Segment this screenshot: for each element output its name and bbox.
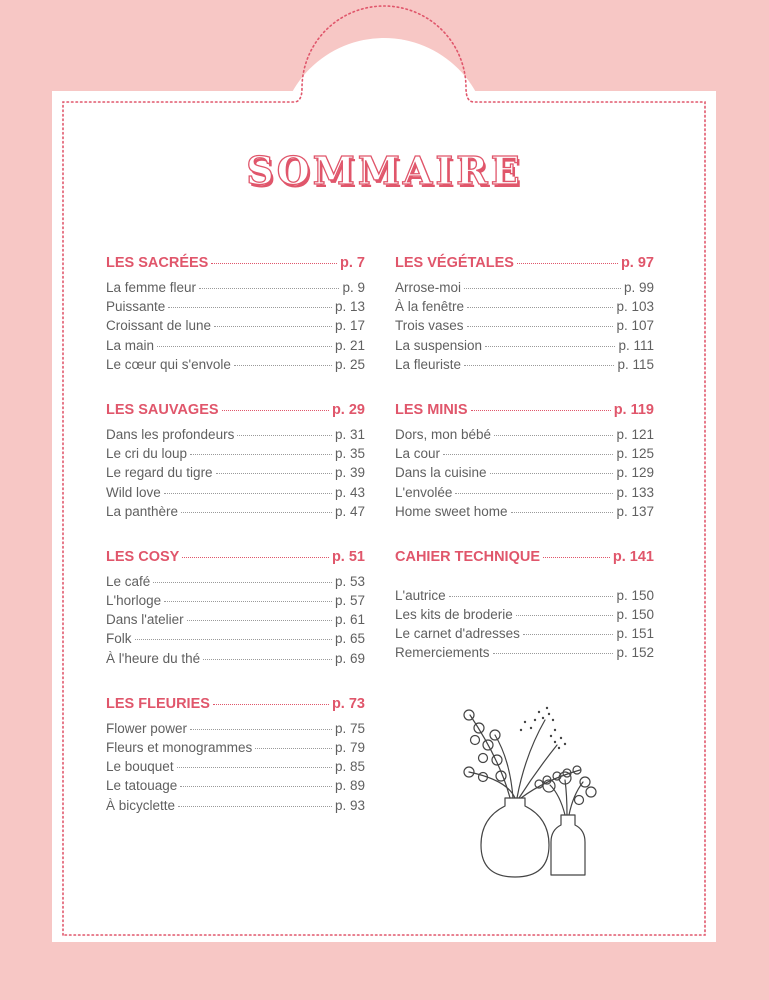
toc-entry[interactable]: [106, 776, 365, 795]
toc-column-left: [106, 252, 365, 840]
toc-entry-page: p. 69: [334, 650, 365, 666]
toc-entry[interactable]: [106, 278, 365, 297]
toc-entry[interactable]: [395, 605, 654, 624]
toc-entry[interactable]: [106, 297, 365, 316]
toc-entry-label: Le tatouage: [106, 778, 178, 794]
toc-section: [395, 399, 654, 521]
toc-entry[interactable]: [106, 336, 365, 355]
toc-entry-label: Dans l'atelier: [106, 612, 184, 628]
dot-leader: [213, 704, 329, 705]
toc-entry-label: La panthère: [106, 503, 179, 519]
toc-entry-page: p. 39: [334, 465, 365, 481]
toc-entry[interactable]: [395, 643, 654, 662]
dot-leader: [467, 307, 613, 308]
toc-entry-page: p. 111: [618, 337, 654, 353]
toc-entry-label: L'autrice: [395, 587, 446, 603]
toc-entry-label: La femme fleur: [106, 280, 197, 295]
toc-entry-label: Les kits de broderie: [395, 607, 513, 623]
toc-entry-page: p. 137: [616, 503, 654, 519]
toc-entry[interactable]: [395, 444, 654, 463]
toc-entry-label: Wild love: [106, 484, 161, 500]
toc-heading-label: LES MINIS: [395, 401, 468, 418]
toc-entry-page: p. 25: [334, 356, 365, 372]
toc-entry[interactable]: [395, 278, 654, 297]
dot-leader: [523, 634, 614, 635]
toc-entry[interactable]: [106, 738, 365, 757]
dot-leader: [511, 512, 614, 513]
dot-leader: [157, 346, 332, 347]
toc-entry-label: La main: [106, 337, 155, 353]
toc-entry-label: Arrose-moi: [395, 280, 462, 295]
toc-entry[interactable]: [395, 425, 654, 444]
page-title: SOMMAIRE: [246, 148, 523, 193]
dot-leader: [493, 653, 614, 654]
toc-entry-page: p. 103: [616, 299, 654, 315]
toc-entry-label: Puissante: [106, 299, 166, 315]
dot-leader: [164, 601, 332, 602]
toc-entry-page: p. 65: [334, 631, 365, 647]
dot-leader: [443, 454, 613, 455]
toc-entry-label: Fleurs et monogrammes: [106, 740, 253, 755]
toc-entry-page: p. 150: [616, 587, 654, 603]
dot-leader: [234, 365, 332, 366]
toc-heading-label: LES SACRÉES: [106, 255, 209, 271]
toc-entry-label: Le cœur qui s'envole: [106, 356, 231, 372]
toc-section: [395, 252, 654, 374]
dot-leader: [255, 748, 332, 749]
toc-heading-label: LES SAUVAGES: [106, 401, 219, 418]
dot-leader: [168, 307, 332, 308]
dot-leader: [485, 346, 615, 347]
toc-entry[interactable]: [395, 463, 654, 482]
toc-entry-page: p. 13: [334, 299, 365, 315]
toc-heading-label: LES FLEURIES: [106, 695, 210, 712]
toc-heading-label: LES VÉGÉTALES: [395, 255, 514, 271]
toc-entry-page: p. 133: [616, 484, 654, 500]
toc-heading-page: p. 51: [331, 548, 365, 565]
toc-section: [106, 546, 365, 668]
toc-entry-page: p. 85: [334, 759, 365, 775]
toc-entry-page: p. 89: [334, 778, 365, 794]
toc-entry-label: Croissant de lune: [106, 318, 212, 334]
toc-entry-page: p. 99: [623, 280, 654, 295]
toc-entry-page: p. 152: [616, 645, 654, 661]
toc-entry[interactable]: [395, 297, 654, 316]
toc-entry[interactable]: [106, 483, 365, 502]
dot-leader: [471, 410, 611, 411]
toc-section-heading[interactable]: [106, 693, 365, 715]
dot-leader: [177, 767, 332, 768]
toc-entry-page: p. 93: [334, 797, 365, 813]
toc-entry-label: Le cri du loup: [106, 446, 188, 462]
toc-entry-page: p. 115: [617, 356, 654, 372]
toc-entry[interactable]: [106, 572, 365, 591]
toc-heading-page: p. 141: [612, 548, 654, 565]
toc-entry-page: p. 125: [616, 446, 654, 462]
toc-entry-page: p. 43: [334, 484, 365, 500]
dot-leader: [449, 596, 614, 597]
toc-entry[interactable]: [106, 757, 365, 776]
dot-leader: [164, 493, 332, 494]
toc-entry[interactable]: [106, 591, 365, 610]
toc-entry[interactable]: [106, 425, 365, 444]
toc-entry[interactable]: [106, 796, 365, 815]
dot-leader: [190, 729, 332, 730]
toc-entry[interactable]: [395, 336, 654, 355]
toc-entry[interactable]: [106, 355, 365, 374]
dot-leader: [543, 557, 610, 558]
toc-entry[interactable]: [395, 586, 654, 605]
toc-heading-label: CAHIER TECHNIQUE: [395, 548, 541, 565]
toc-entry-label: Dans les profondeurs: [106, 426, 235, 442]
toc-entry-label: Le regard du tigre: [106, 465, 213, 481]
toc-entry[interactable]: [395, 316, 654, 335]
toc-entry-page: p. 107: [616, 318, 654, 334]
dot-leader: [203, 659, 332, 660]
toc-entry-page: p. 61: [334, 612, 365, 628]
dot-leader: [214, 326, 332, 327]
toc-entry[interactable]: [106, 719, 365, 738]
toc-entry-page: p. 79: [334, 740, 365, 755]
toc-entry[interactable]: [106, 649, 365, 668]
toc-entry-label: Le bouquet: [106, 759, 174, 775]
toc-section-heading[interactable]: [395, 546, 654, 568]
dot-leader: [211, 263, 337, 264]
dot-leader: [517, 263, 618, 264]
toc-section-heading[interactable]: [395, 252, 654, 274]
toc-entry[interactable]: [106, 463, 365, 482]
toc-entry-label: Dans la cuisine: [395, 465, 487, 481]
dot-leader: [153, 582, 332, 583]
toc-heading-page: p. 97: [620, 255, 654, 271]
dot-leader: [135, 639, 332, 640]
toc-heading-page: p. 119: [613, 401, 654, 418]
toc-entry-label: L'horloge: [106, 593, 162, 609]
toc-section-heading[interactable]: [395, 399, 654, 421]
toc-entry-page: p. 21: [334, 337, 365, 353]
toc-entry-page: p. 57: [334, 593, 365, 609]
dot-leader: [494, 435, 613, 436]
toc-entry-label: Le carnet d'adresses: [395, 626, 520, 642]
toc-entry[interactable]: [106, 316, 365, 335]
toc-entry-label: À l'heure du thé: [106, 650, 201, 666]
toc-section: [106, 399, 365, 521]
toc-entry-page: p. 9: [342, 280, 365, 295]
toc-entry[interactable]: [395, 355, 654, 374]
dot-leader: [180, 786, 332, 787]
toc-entry-page: p. 151: [616, 626, 654, 642]
toc-heading-page: p. 29: [331, 401, 365, 418]
toc-entry-page: p. 47: [334, 503, 365, 519]
toc-entry-label: Folk: [106, 631, 132, 647]
toc-entry-label: Flower power: [106, 720, 188, 736]
dot-leader: [182, 557, 329, 558]
toc-entry-page: p. 35: [334, 446, 365, 462]
toc-entry-page: p. 53: [334, 573, 365, 589]
dot-leader: [187, 620, 332, 621]
toc-entry[interactable]: [106, 610, 365, 629]
dot-leader: [237, 435, 332, 436]
toc-entry-label: Home sweet home: [395, 503, 508, 519]
toc-entry-label: La cour: [395, 446, 441, 462]
toc-entry-label: Trois vases: [395, 318, 464, 334]
toc-entry-label: La suspension: [395, 337, 483, 353]
toc-entry-label: L'envolée: [395, 484, 453, 500]
toc-entry-label: La fleuriste: [395, 356, 462, 372]
toc-section-heading[interactable]: [106, 399, 365, 421]
dot-leader: [190, 454, 332, 455]
toc-entry[interactable]: [106, 629, 365, 648]
toc-entry-label: À bicyclette: [106, 797, 176, 813]
dot-leader: [516, 615, 614, 616]
dot-leader: [464, 365, 614, 366]
toc-entry-page: p. 121: [616, 426, 654, 442]
dot-leader: [467, 326, 614, 327]
toc-section-heading[interactable]: [106, 252, 365, 274]
toc-entry[interactable]: [106, 444, 365, 463]
toc-entry-page: p. 129: [616, 465, 654, 481]
toc-entry[interactable]: [395, 624, 654, 643]
toc-entry-page: p. 150: [616, 607, 654, 623]
toc-entry[interactable]: [106, 502, 365, 521]
dot-leader: [178, 806, 332, 807]
toc-section-heading[interactable]: [106, 546, 365, 568]
toc-entry-label: Dors, mon bébé: [395, 426, 492, 442]
dot-leader: [455, 493, 613, 494]
flower-vases-icon: [455, 700, 615, 885]
dot-leader: [216, 473, 332, 474]
toc-entry-label: À la fenêtre: [395, 299, 465, 315]
toc-heading-page: p. 73: [331, 695, 365, 712]
toc-entry[interactable]: [395, 502, 654, 521]
toc-entry-label: Remerciements: [395, 645, 490, 661]
dot-leader: [490, 473, 614, 474]
dot-leader: [222, 410, 329, 411]
dot-leader: [464, 288, 621, 289]
toc-heading-page: p. 7: [340, 255, 365, 271]
toc-section: [395, 546, 654, 663]
dot-leader: [199, 288, 339, 289]
toc-section: [106, 252, 365, 374]
toc-section: [106, 693, 365, 815]
toc-entry[interactable]: [395, 483, 654, 502]
toc-entry-page: p. 31: [334, 426, 365, 442]
dot-leader: [181, 512, 332, 513]
toc-entry-page: p. 75: [334, 720, 365, 736]
toc-entry-page: p. 17: [334, 318, 365, 334]
toc-column-right: [395, 252, 654, 688]
toc-entry-label: Le café: [106, 573, 151, 589]
toc-heading-label: LES COSY: [106, 548, 180, 565]
